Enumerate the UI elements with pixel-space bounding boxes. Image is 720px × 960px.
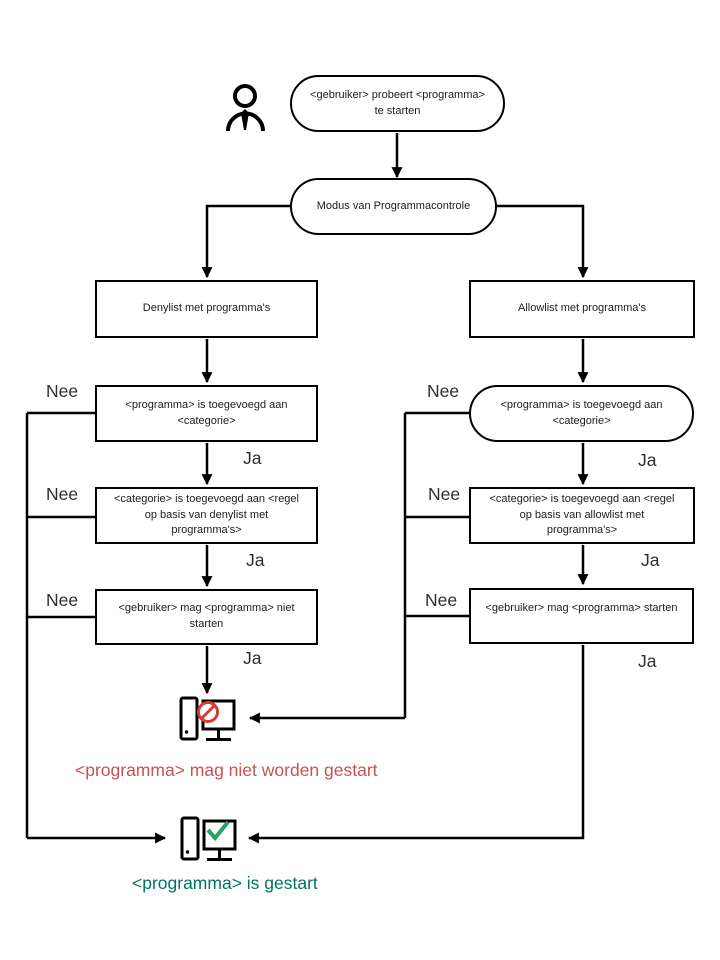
outcome-blocked-text: <programma> mag niet worden gestart [75,760,378,780]
node-user-may-not-start: <gebruiker> mag <programma> niet starten [95,589,318,645]
no-label-right-1: Nee [427,381,460,401]
yes-label-right-1: Ja [638,450,657,470]
yes-label-right-3: Ja [638,651,657,671]
yes-label-left-3: Ja [243,648,262,668]
no-label-right-2: Nee [428,484,461,504]
node-deny-category-added-to-rule: <categorie> is toegevoegd aan <regel op basis van denylist met programma's> [95,487,318,544]
node-start: <gebruiker> probeert <programma> te starten [290,75,505,132]
node-denylist: Denylist met programma's [95,280,318,338]
node-allow-program-added-to-category: <programma> is toegevoegd aan <categorie> [469,385,694,442]
no-label-left-2: Nee [46,484,79,504]
yes-label-right-2: Ja [641,550,660,570]
outcome-started-text: <programma> is gestart [132,873,318,893]
node-user-may-start: <gebruiker> mag <programma> starten [469,588,694,644]
node-allow-category-added-to-rule: <categorie> is toegevoegd aan <regel op basis van allowlist met programma's> [469,487,695,544]
no-label-left-3: Nee [46,590,79,610]
node-application-control-mode: Modus van Programmacontrole [290,178,497,235]
computer-blocked-icon [181,698,234,740]
no-label-right-3: Nee [425,590,458,610]
user-icon [228,86,263,131]
node-deny-program-added-to-category: <programma> is toegevoegd aan <categorie> [95,385,318,442]
no-label-left-1: Nee [46,381,79,401]
yes-label-left-2: Ja [246,550,265,570]
yes-label-left-1: Ja [243,448,262,468]
node-allowlist: Allowlist met programma's [469,280,695,338]
computer-ok-icon [182,818,235,860]
arrow-wires [27,133,583,838]
